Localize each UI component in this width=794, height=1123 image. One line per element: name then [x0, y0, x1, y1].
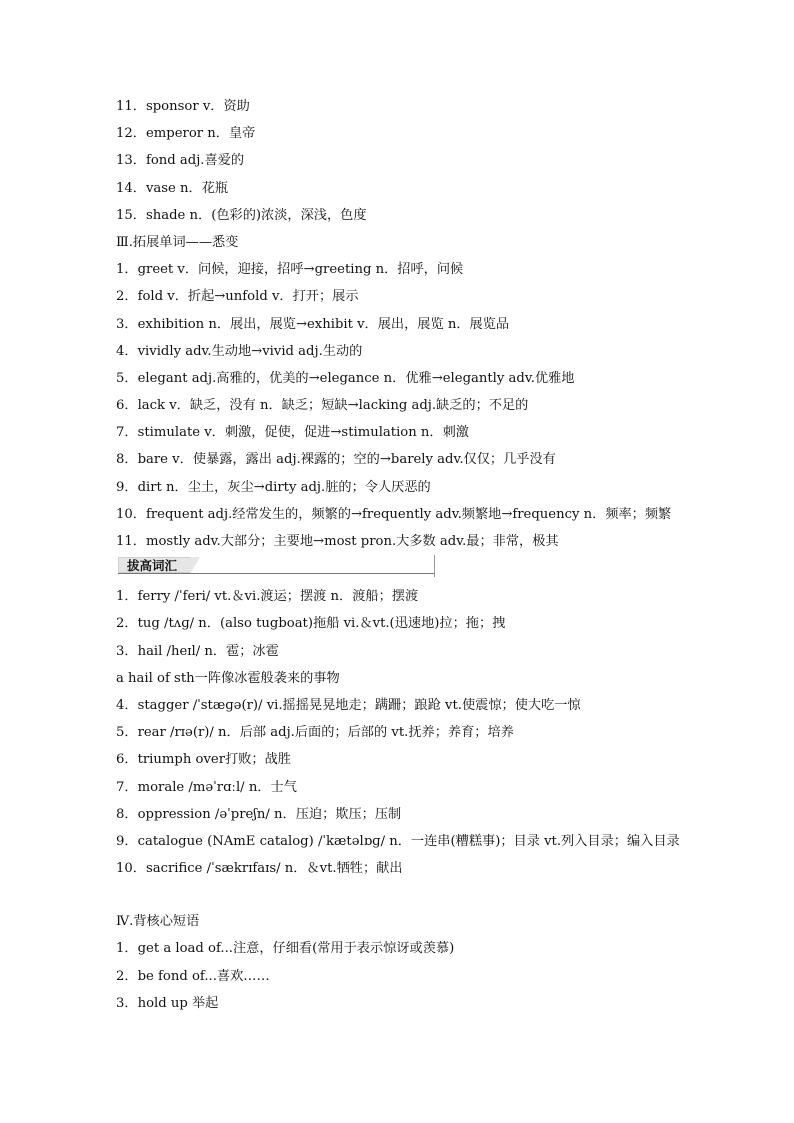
list-item: 11．mostly adv.大部分；主要地→most pron.大多数 adv.最；非常，极其: [116, 534, 559, 549]
list-item: 2．be fond of...喜欢……: [116, 968, 270, 984]
top-list: [116, 93, 676, 555]
section-tab-corner: [190, 557, 200, 574]
list-item: 8．oppression /əˈpreʃn/ n．压迫；欺压；压制: [116, 806, 402, 822]
section-divider: [118, 573, 434, 574]
section-heading: Ⅲ.拓展单词——悉变: [116, 234, 239, 250]
list-item: 9．dirt n．尘土，灰尘→dirty adj.脏的；令人厌恶的: [116, 479, 431, 495]
list-item: 10．frequent adj.经常发生的，频繁的→frequently adv.频繁地→frequency n．频率；频繁: [116, 506, 672, 522]
section-tab-header: [116, 553, 676, 583]
list-item: 6．lack v．缺乏，没有 n．缺乏；短缺→lacking adj.缺乏的；不足的: [116, 398, 529, 414]
list-item: 10．sacrifice /ˈsækrɪfaɪs/ n．＆vt.牺牲；献出: [116, 861, 403, 877]
list-item: 7．morale /məˈrɑːl/ n．士气: [116, 779, 297, 795]
list-item: 2．tug /tʌɡ/ n．(also tugboat)拖船 vi.＆vt.(迅速地)拉；拖；拽: [116, 616, 506, 632]
section-tab-label: 拔高词汇: [118, 557, 190, 573]
list-item: 3．hail /heɪl/ n．雹；冰雹: [116, 643, 279, 659]
section-divider-end: [434, 555, 435, 577]
document-page: [116, 93, 680, 1017]
list-item: 9．catalogue (NAmE catalog) /ˈkætəlɒɡ/ n．一连串(糟糕事)；目录 vt.列入目录；编入目录: [116, 833, 680, 849]
list-item: 15．shade n．(色彩的)浓淡，深浅，色度: [116, 207, 367, 223]
mid-list: [116, 583, 680, 882]
list-item: 1．greet v．问候，迎接，招呼→greeting n．招呼，问候: [116, 262, 464, 278]
list-item: 7．stimulate v．刺激，促使，促进→stimulation n．刺激: [116, 425, 469, 441]
list-item: 3．hold up 举起: [116, 995, 219, 1011]
list-item: 11．sponsor v．资助: [116, 99, 250, 114]
bottom-list: [116, 908, 676, 1017]
list-item: 14．vase n．花瓶: [116, 180, 229, 196]
list-item: 13．fond adj.喜爱的: [116, 153, 245, 169]
list-item: 6．triumph over打败；战胜: [116, 752, 291, 768]
section-heading: Ⅳ.背核心短语: [116, 914, 200, 930]
list-item: 8．bare v．使暴露，露出 adj.裸露的；空的→barely adv.仅仅；几乎没有: [116, 452, 556, 468]
spacer: [116, 882, 676, 908]
list-item: 4．vividly adv.生动地→vivid adj.生动的: [116, 343, 363, 359]
list-item: 5．elegant adj.高雅的，优美的→elegance n．优雅→elegantly adv.优雅地: [116, 370, 575, 386]
list-item: 2．fold v．折起→unfold v．打开；展示: [116, 289, 359, 305]
list-item: 1．get a load of...注意，仔细看(常用于表示惊讶或羡慕): [116, 941, 455, 957]
list-item: 5．rear /rɪə(r)/ n．后部 adj.后面的；后部的 vt.抚养；养育；培养: [116, 725, 514, 741]
list-item: 12．emperor n．皇帝: [116, 126, 256, 142]
list-item: 3．exhibition n．展出，展览→exhibit v．展出，展览 n．展览品: [116, 316, 510, 332]
list-item: 4．stagger /ˈstæɡə(r)/ vi.摇摇晃晃地走；蹒跚；踉跄 vt.使震惊；使大吃一惊: [116, 697, 581, 713]
list-item: a hail of sth一阵像冰雹般袭来的事物: [116, 670, 340, 686]
list-item: 1．ferry /ˈferi/ vt.＆vi.渡运；摆渡 n．渡船；摆渡: [116, 589, 419, 605]
